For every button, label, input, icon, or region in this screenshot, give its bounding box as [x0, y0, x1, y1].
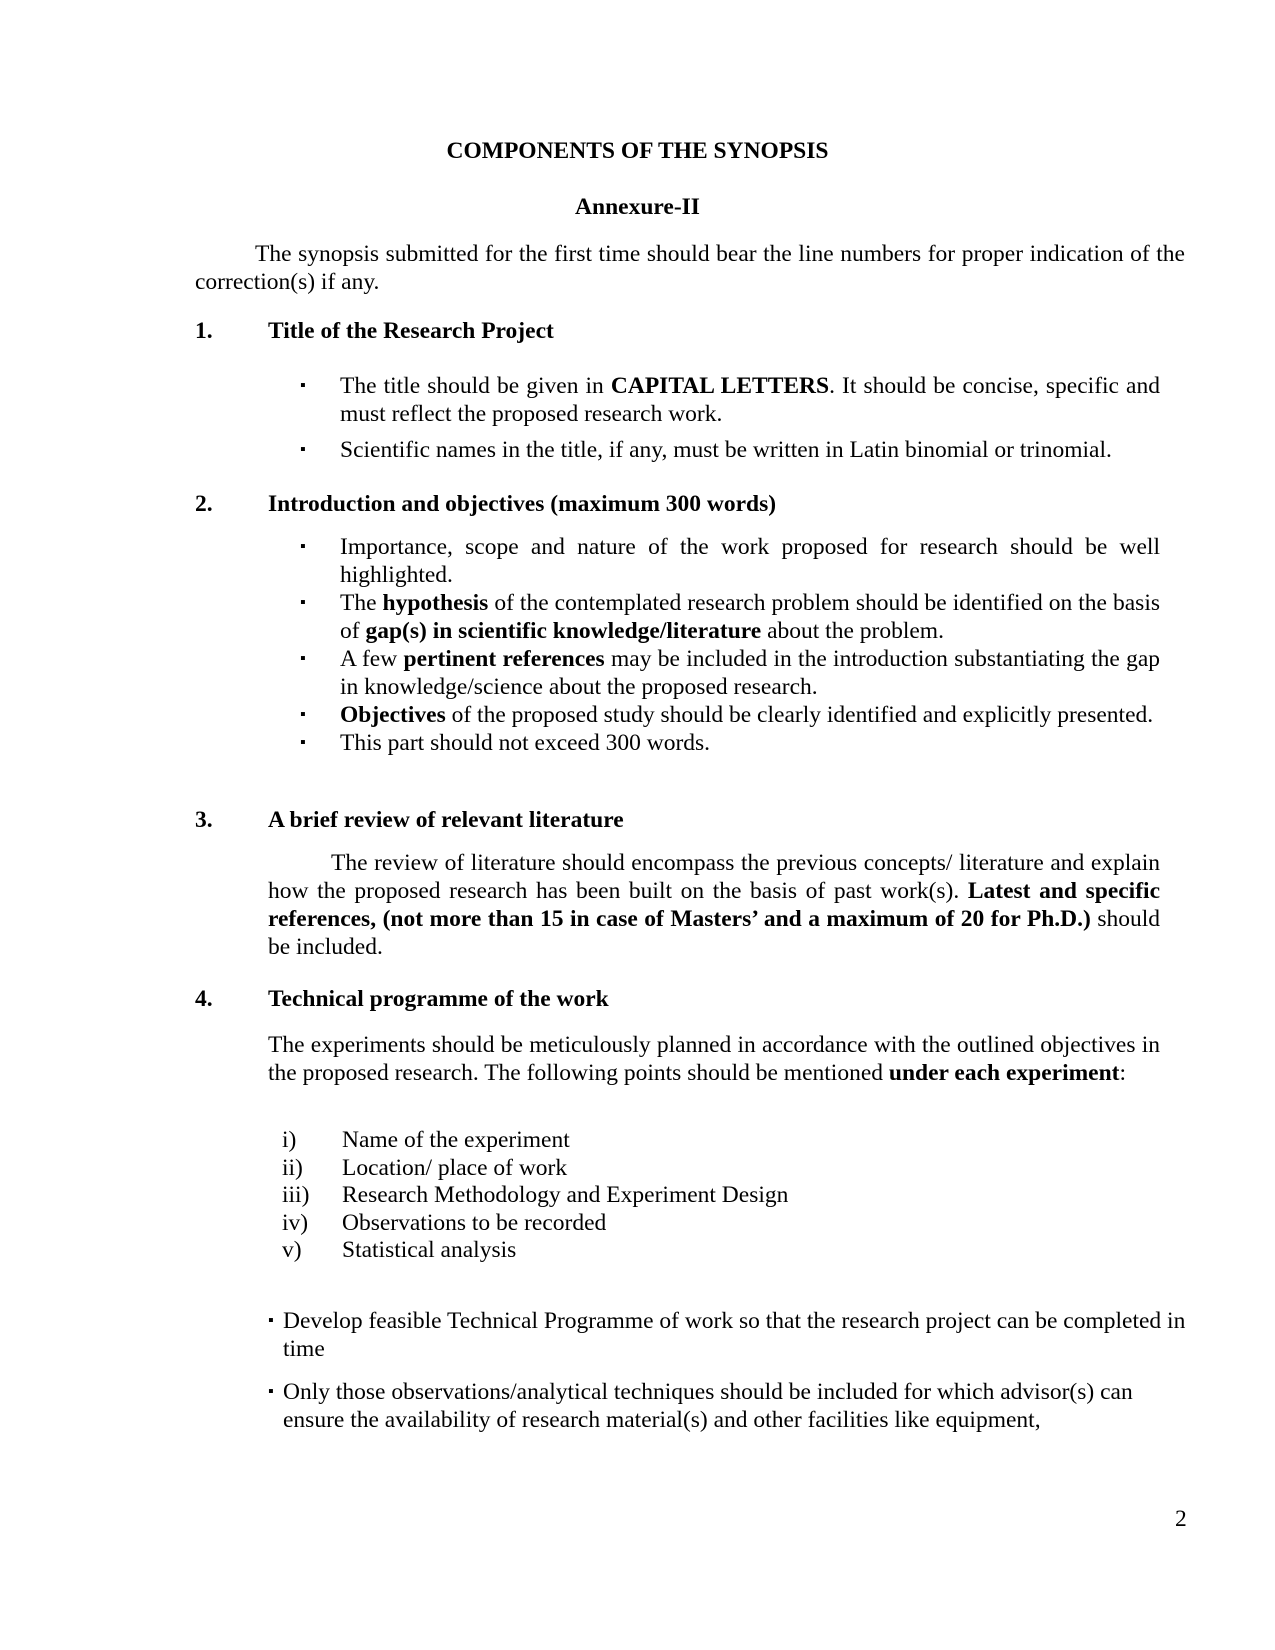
section-2-title: Introduction and objectives (maximum 300 words): [268, 491, 777, 517]
bullet-square-icon: ▪: [268, 1383, 274, 1400]
list-item: ▪ The title should be given in CAPITAL LETTERS. It should be concise, specific and must reflect the proposed research work.: [300, 373, 1160, 427]
bullet-square-icon: ▪: [300, 650, 306, 667]
intro-paragraph: The synopsis submitted for the first time should bear the line numbers for proper indication of the correction(s) if any.: [195, 241, 1185, 295]
bullet-square-icon: ▪: [300, 538, 306, 555]
section-4-number: 4.: [195, 986, 213, 1012]
section-3-number: 3.: [195, 807, 213, 833]
list-item: ii) Location/ place of work: [282, 1154, 568, 1181]
section-2-bullets: [300, 533, 1160, 757]
list-item: ▪ Objectives of the proposed study should be clearly identified and explicitly presented.: [300, 702, 1154, 728]
bullet-square-icon: ▪: [268, 1312, 274, 1329]
list-item: ▪ This part should not exceed 300 words.: [300, 730, 711, 756]
bullet-square-icon: ▪: [300, 377, 306, 394]
list-item: i) Name of the experiment: [282, 1127, 570, 1153]
section-3-paragraph: The review of literature should encompass the previous concepts/ literature and explain how the proposed research has been built on the basis of past work(s). Latest and specific references, (not more than 15 in case of Masters’ and a maximum of 20 for Ph.D.) should be included.: [268, 850, 1161, 960]
list-item: v) Statistical analysis: [282, 1237, 517, 1263]
experiment-points-list: [282, 1127, 788, 1265]
list-item: iv) Observations to be recorded: [282, 1209, 607, 1236]
list-item: ▪ Importance, scope and nature of the work proposed for research should be well highlighted.: [300, 534, 1160, 588]
bullet-square-icon: ▪: [300, 706, 306, 723]
list-item: ▪ A few pertinent references may be included in the introduction substantiating the gap in knowledge/science about the proposed research.: [300, 646, 1161, 700]
section-4-paragraph: The experiments should be meticulously planned in accordance with the outlined objectives in the proposed research. The following points should be mentioned under each experiment:: [268, 1032, 1160, 1086]
bullet-square-icon: ▪: [300, 734, 306, 751]
bullet-square-icon: ▪: [300, 594, 306, 611]
section-1-bullets: [300, 372, 1160, 464]
list-item: iii) Research Methodology and Experiment Design: [282, 1182, 789, 1208]
page-number: 2: [1175, 1506, 1187, 1532]
page-title: COMPONENTS OF THE SYNOPSIS: [446, 138, 829, 164]
list-item: ▪ The hypothesis of the contemplated research problem should be identified on the basis of gap(s) in scientific knowledge/literature about the problem.: [300, 590, 1160, 644]
section-1-number: 1.: [195, 318, 213, 344]
note-item-2: ▪ Only those observations/analytical techniques should be included for which advisor(s) can ensure the availability of research material(s) and other facilities like equipment,: [268, 1379, 1133, 1433]
section-3-title: A brief review of relevant literature: [268, 807, 624, 833]
section-2-number: 2.: [195, 491, 213, 517]
bullet-square-icon: ▪: [300, 441, 306, 458]
list-item: ▪ Scientific names in the title, if any, must be written in Latin binomial or trinomial.: [300, 437, 1112, 463]
note-item-1: ▪ Develop feasible Technical Programme of work so that the research project can be completed in time: [268, 1308, 1186, 1362]
section-1-title: Title of the Research Project: [268, 318, 554, 344]
annexure-label: Annexure-II: [575, 194, 700, 220]
section-4-title: Technical programme of the work: [268, 986, 609, 1012]
